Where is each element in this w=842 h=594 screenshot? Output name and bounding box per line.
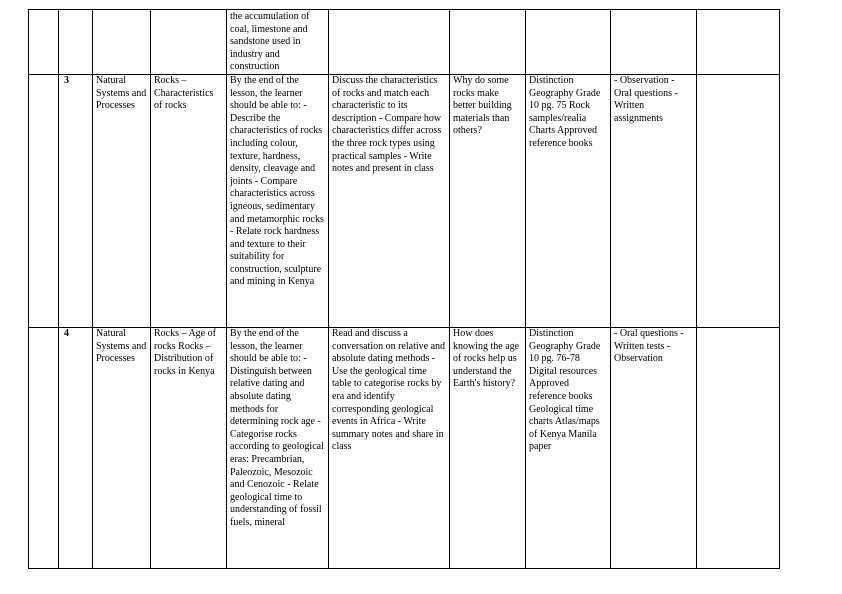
learning-outcomes-cell: By the end of the lesson, the learner should be able to: - Describe the characteristics of rocks including colour, texture, hardness, density, cleavage and joints - Compare characteristics across igneous, sedimentary and metamorphic rocks - Relate rock hardness and texture to their suitability for construction, sculpture and mining in Kenya [227,74,329,327]
strand-cell: Natural Systems and Processes [93,74,151,327]
strand-cell: Natural Systems and Processes [93,327,151,568]
assessment-cell: - Observation - Oral questions - Written assignments [611,74,697,327]
learning-outcomes-cell: the accumulation of coal, limestone and sandstone used in industry and construction [227,10,329,75]
resources-cell: Distinction Geography Grade 10 pg. 76-78 Digital resources Approved reference books Geological time charts Atlas/maps of Kenya Manila paper [526,327,611,568]
blank-cell [29,10,59,75]
week-cell: 3 [59,74,93,327]
remarks-cell [697,74,780,327]
table-row [29,74,780,327]
table-row [29,10,780,75]
table-row [29,327,780,568]
scheme-of-work-table [28,9,780,569]
remarks-cell [697,327,780,568]
week-cell: 4 [59,327,93,568]
sub-strand-cell [151,10,227,75]
learning-experiences-cell: Read and discuss a conversation on relative and absolute dating methods - Use the geological time table to categorise rocks by era and identify corresponding geological events in Africa - Write summary notes and share in class [329,327,450,568]
learning-outcomes-cell: By the end of the lesson, the learner should be able to: - Distinguish between relative dating and absolute dating methods for determining rock age - Categorise rocks according to geological eras: Precambrian, Paleozoic, Mesozoic and Cenozoic - Relate geological time to understanding of fossil fuels, mineral [227,327,329,568]
key-inquiry-cell: How does knowing the age of rocks help us understand the Earth's history? [450,327,526,568]
resources-cell [526,10,611,75]
week-cell [59,10,93,75]
resources-cell: Distinction Geography Grade 10 pg. 75 Rock samples/realia Charts Approved reference books [526,74,611,327]
blank-cell [29,327,59,568]
blank-cell [29,74,59,327]
remarks-cell [697,10,780,75]
key-inquiry-cell [450,10,526,75]
key-inquiry-cell: Why do some rocks make better building materials than others? [450,74,526,327]
strand-cell [93,10,151,75]
sub-strand-cell: Rocks – Age of rocks Rocks – Distribution of rocks in Kenya [151,327,227,568]
learning-experiences-cell [329,10,450,75]
assessment-cell: - Oral questions - Written tests - Observation [611,327,697,568]
sub-strand-cell: Rocks – Characteristics of rocks [151,74,227,327]
assessment-cell [611,10,697,75]
learning-experiences-cell: Discuss the characteristics of rocks and match each characteristic to its description - Compare how characteristics differ across the three rock types using practical samples - Write notes and present in class [329,74,450,327]
